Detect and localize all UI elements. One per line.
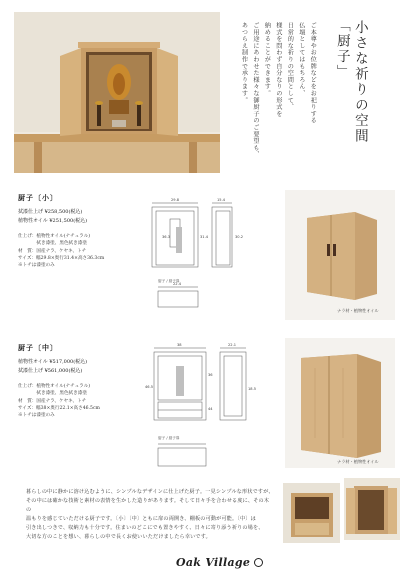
brand-logo (176, 556, 263, 569)
cabinet-medium-image (285, 338, 395, 468)
plan-label: 厨子 / 厨子扉 (158, 279, 180, 283)
hero-photo (14, 12, 220, 173)
technical-drawing (142, 340, 277, 475)
photo-caption: ナラ材・植物性オイル (337, 459, 379, 464)
dim-drawer: 44 (208, 407, 213, 411)
cabinet-open-image (344, 478, 400, 540)
spec-list (18, 383, 128, 420)
brand-mark-icon (254, 558, 263, 567)
dim-depth: 22.1 (228, 343, 237, 347)
intro-line: 日常的な祈りの空間として、 (286, 22, 294, 111)
dim-height: 36.3 (162, 235, 171, 239)
dim-inner: 30.2 (235, 235, 244, 239)
product-title: 厨子〔小〕 (18, 193, 58, 202)
page-subtitle (333, 18, 350, 178)
intro-line: あつらえ制作で承ります。 (240, 22, 248, 104)
product-small-drawing (142, 193, 272, 323)
cabinet-small-image (285, 190, 395, 320)
title-line-1: 小さな祈りの空間 (351, 20, 368, 144)
intro-line: 納めることができます。 (263, 22, 271, 97)
spec-line: 拭き漆塗、黒色拭き漆塗 (18, 241, 87, 247)
detail-photo-2 (344, 478, 400, 540)
price-row-1 (18, 208, 128, 217)
title-line-2: 「厨子」 (333, 18, 350, 80)
detail-photo-1 (283, 483, 340, 543)
finish-price: ¥258,500(税込) (44, 209, 83, 215)
finish-label: 植物性オイル (18, 359, 48, 365)
spec-line: 仕上げ：植物性オイル(ナチュラル) (18, 234, 90, 239)
spec-line: 材 質：国産ナラ、ケヤキ、トチ (18, 398, 87, 404)
product-medium-info (18, 343, 128, 420)
intro-text (238, 22, 318, 172)
description-line: その中には確かな技術と素材の表情を生かした造りがあります。そして日々手を合わせる度に、その木の (26, 497, 270, 513)
plan-label: 厨子 / 厨子扉 (158, 436, 180, 440)
product-small-info (18, 193, 128, 270)
description-line: 暮らしの中に静かに溶け込むように、シンプルなデザインに仕上げた厨子。一見シンプルな形状ですが、 (26, 489, 274, 495)
dim-plan: 22.4 (173, 282, 182, 286)
spec-line: 拭き漆塗、黒色拭き漆塗 (18, 391, 87, 397)
product-small-photo (285, 190, 395, 320)
finish-label: 植物性オイル (18, 217, 48, 224)
spec-line: ※トチは漆塗のみ (18, 413, 55, 419)
price-row-1 (18, 358, 128, 367)
finish-price: ¥561,000(税込) (44, 367, 83, 374)
dim-height: 46.5 (145, 385, 154, 389)
dim-side: 36 (208, 373, 213, 377)
description-line: 大切な方のことを想い、暮らしの中で長くお使いいただけましたら幸いです。 (26, 533, 211, 540)
spec-line: サイズ：幅38×奥行22.1×高さ46.5cm (18, 406, 100, 412)
photo-caption: ナラ材・植物性オイル (337, 308, 379, 313)
finish-price: ¥517,000(税込) (49, 359, 88, 365)
page-title (351, 20, 368, 180)
price-row-2 (18, 367, 128, 376)
spec-line: 仕上げ：植物性オイル(ナチュラル) (18, 384, 90, 389)
intro-line: 様式を問わず自分なりの形式を (274, 22, 282, 118)
hero-image (14, 12, 220, 173)
drawer-detail-image (283, 483, 340, 543)
description-line: 引き出しつきで、収納力も十分です。住まいのどこにでも置きやすく、日々に寄り添う祈りの場を、 (26, 524, 264, 531)
spec-line: ※トチは漆塗のみ (18, 263, 55, 269)
product-medium-photo (285, 338, 395, 468)
product-medium-drawing (142, 340, 277, 475)
spec-line: サイズ：幅29.8×奥行31.4×高さ36.3cm (18, 256, 105, 262)
product-title: 厨子〔中〕 (18, 343, 58, 352)
description-line: 温もりを感じていただける厨子です。〔小〕〔中〕ともに扉の両開き、棚板の可動が可能。〔中〕は (26, 515, 256, 522)
intro-line: ご本尊やお位牌などをお祀りする (309, 22, 317, 124)
brand-name: Oak Village (176, 556, 251, 569)
technical-drawing (142, 193, 272, 323)
finish-price: ¥251,500(税込) (49, 217, 88, 224)
dim-side: 31.4 (200, 235, 209, 239)
dim-width: 38 (177, 343, 182, 347)
price-row-2 (18, 217, 128, 226)
spec-line: 材 質：国産ナラ、ケヤキ、トチ (18, 248, 87, 254)
description (26, 488, 274, 541)
intro-line: ご用途にあわせた様々な御厨子のご要望も、 (251, 22, 259, 158)
dim-depth: 15.4 (217, 198, 226, 202)
finish-label: 拭漆仕上げ (18, 209, 44, 215)
dim-width: 29.8 (171, 198, 180, 202)
finish-label: 拭漆仕上げ (18, 367, 44, 374)
spec-list (18, 233, 128, 270)
intro-line: 仏壇としてはもちろん、 (297, 22, 305, 97)
dim-inner: 18.5 (248, 387, 257, 391)
